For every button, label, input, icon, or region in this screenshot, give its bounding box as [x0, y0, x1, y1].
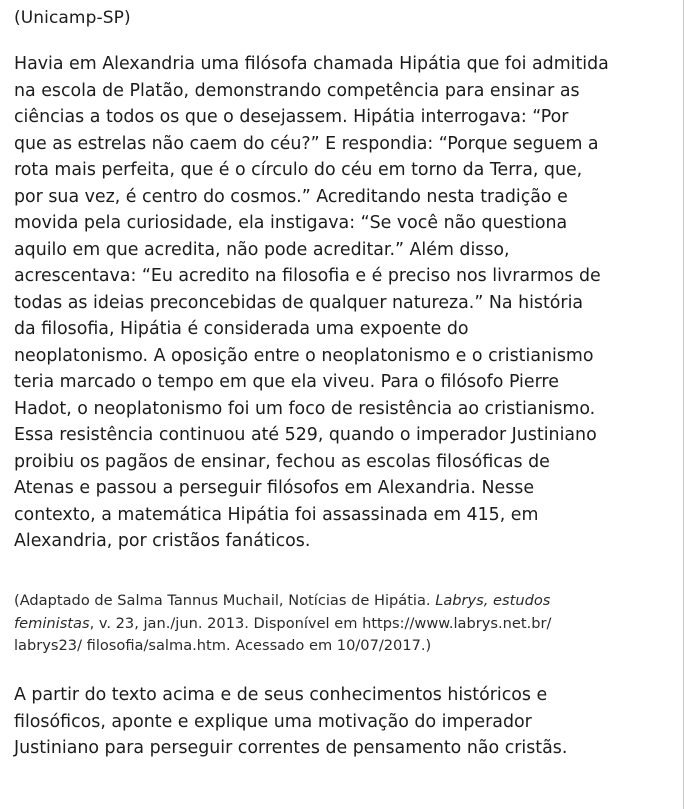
passage-line: na escola de Platão, demonstrando competência para ensinar as — [14, 80, 580, 101]
citation-line — [14, 613, 664, 636]
passage-line: Atenas e passou a perseguir filósofos em Alexandria. Nesse — [14, 478, 535, 498]
citation-line: labrys23/ filosofia/salma.htm. Acessado em 10/07/2017.) — [14, 637, 432, 654]
passage-line: teria marcado o tempo em que ela viveu. Para o filósofo Pierre — [14, 372, 559, 392]
passage-line: aquilo em que acredita, não pode acreditar.” Além disso, — [14, 239, 510, 260]
passage-line: contexto, a matemática Hipátia foi assassinada em 415, em — [14, 504, 539, 525]
source-citation — [14, 590, 664, 658]
citation-text: , v. 23, jan./jun. 2013. Disponível em https://www.labrys.net.br/ — [89, 614, 552, 632]
citation-text: (Adaptado de Salma Tannus Muchail, Notícias de Hipátia. — [14, 592, 436, 609]
question-line: A partir do texto acima e de seus conhecimentos históricos e — [14, 685, 548, 705]
passage-line: Alexandria, por cristãos fanáticos. — [14, 531, 311, 551]
passage-line: por sua vez, é centro do cosmos.” Acreditando nesta tradição e — [14, 186, 568, 207]
passage-line: da filosofia, Hipátia é considerada uma expoente do — [14, 319, 469, 339]
question-prompt — [14, 682, 666, 762]
passage-text — [14, 51, 666, 555]
citation-journal-title: Labrys, estudos — [435, 592, 551, 609]
passage-line: acrescentava: “Eu acredito na filosofia e é preciso nos livrarmos de — [14, 266, 601, 286]
citation-journal-title: feministas — [14, 614, 90, 632]
passage-line: ciências a todos os que o desejassem. Hipátia interrogava: “Por — [14, 107, 569, 127]
passage-line: neoplatonismo. A oposição entre o neoplatonismo e o cristianismo — [14, 345, 594, 366]
source-tag: (Unicamp-SP) — [14, 8, 131, 28]
question-line: Justiniano para perseguir correntes de pensamento não cristãs. — [14, 738, 568, 758]
passage-line: Essa resistência continuou até 529, quando o imperador Justiniano — [14, 425, 597, 445]
passage-line: que as estrelas não caem do céu?” E respondia: “Porque seguem a — [14, 133, 599, 154]
passage-line: rota mais perfeita, que é o círculo do céu em torno da Terra, que, — [14, 160, 583, 180]
passage-line: movida pela curiosidade, ela instigava: “Se você não questiona — [14, 213, 568, 233]
citation-line — [14, 590, 664, 613]
question-line: filosóficos, aponte e explique uma motivação do imperador — [14, 711, 532, 732]
passage-line: proibiu os pagãos de ensinar, fechou as escolas filosóficas de — [14, 451, 550, 472]
passage-line: Havia em Alexandria uma filósofa chamada Hipátia que foi admitida — [14, 54, 609, 74]
passage-line: Hadot, o neoplatonismo foi um foco de resistência ao cristianismo. — [14, 398, 596, 419]
passage-line: todas as ideias preconcebidas de qualquer natureza.” Na história — [14, 292, 584, 313]
